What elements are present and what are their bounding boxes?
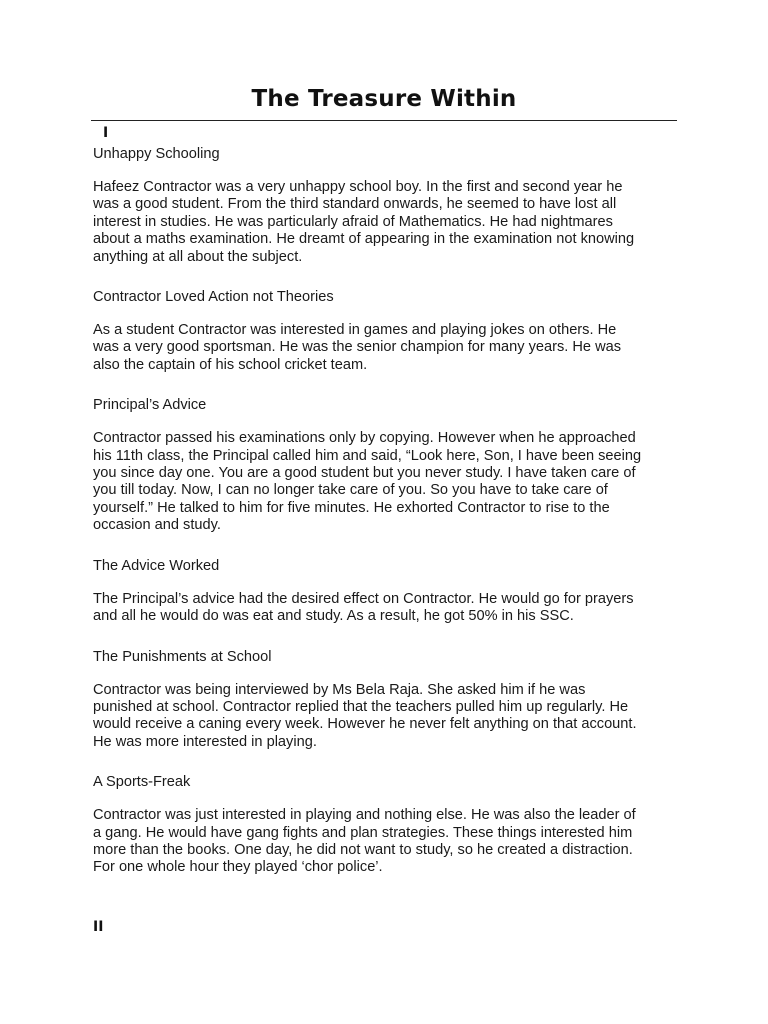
document-body xyxy=(93,145,683,899)
document-title: The Treasure Within xyxy=(251,86,517,112)
section-principals-advice xyxy=(93,396,683,534)
title-divider xyxy=(91,120,677,121)
section-paragraph: Hafeez Contractor was a very unhappy school boy. In the first and second year he was a good student. From the third standard onwards, he seemed to have lost all interest in studies. He was particularly afraid of Mathematics. He had nightmares about a maths examination. He dreamt of appearing in the examination not knowing anything at all about the subject. xyxy=(93,179,635,265)
section-loved-action xyxy=(93,288,683,374)
section-sports-freak xyxy=(93,773,683,877)
section-unhappy-schooling xyxy=(93,145,683,266)
section-heading: Contractor Loved Action not Theories xyxy=(93,289,334,306)
section-heading: The Punishments at School xyxy=(93,648,272,665)
section-punishments xyxy=(93,648,683,752)
section-numeral-1: I xyxy=(103,125,109,141)
section-heading: A Sports-Freak xyxy=(93,774,191,791)
section-paragraph: Contractor was being interviewed by Ms Bela Raja. She asked him if he was punished at school. Contractor replied that the teachers pulled him up regularly. He would receive a caning every week. However he never felt anything on that account. He was more interested in playing. xyxy=(93,681,637,750)
section-paragraph: The Principal’s advice had the desired effect on Contractor. He would go for prayers and all he would do was eat and study. As a result, he got 50% in his SSC. xyxy=(93,590,634,625)
section-advice-worked xyxy=(93,557,683,626)
section-numeral-2: II xyxy=(93,919,104,935)
section-heading: Principal’s Advice xyxy=(93,397,207,414)
section-heading: The Advice Worked xyxy=(93,557,220,574)
section-heading: Unhappy Schooling xyxy=(93,146,220,162)
section-paragraph: As a student Contractor was interested in games and playing jokes on others. He was a very good sportsman. He was the senior champion for many years. He was also the captain of his school cricket team. xyxy=(93,322,622,373)
section-paragraph: Contractor passed his examinations only by copying. However when he approached his 11th class, the Principal called him and said, “Look here, Son, I have been seeing you since day one. You are a good student but you never study. I have taken care of you till today. Now, I can no longer take care of you. So you have to take care of yourself.” He talked to him for five minutes. He exhorted Contractor to rise to the occasion and study. xyxy=(93,430,642,534)
section-paragraph: Contractor was just interested in playing and nothing else. He was also the leader of a gang. He would have gang fights and plan strategies. These things interested him more than the books. One day, he did not want to study, so he created a distraction. For one whole hour they played ‘chor police’. xyxy=(93,807,636,876)
